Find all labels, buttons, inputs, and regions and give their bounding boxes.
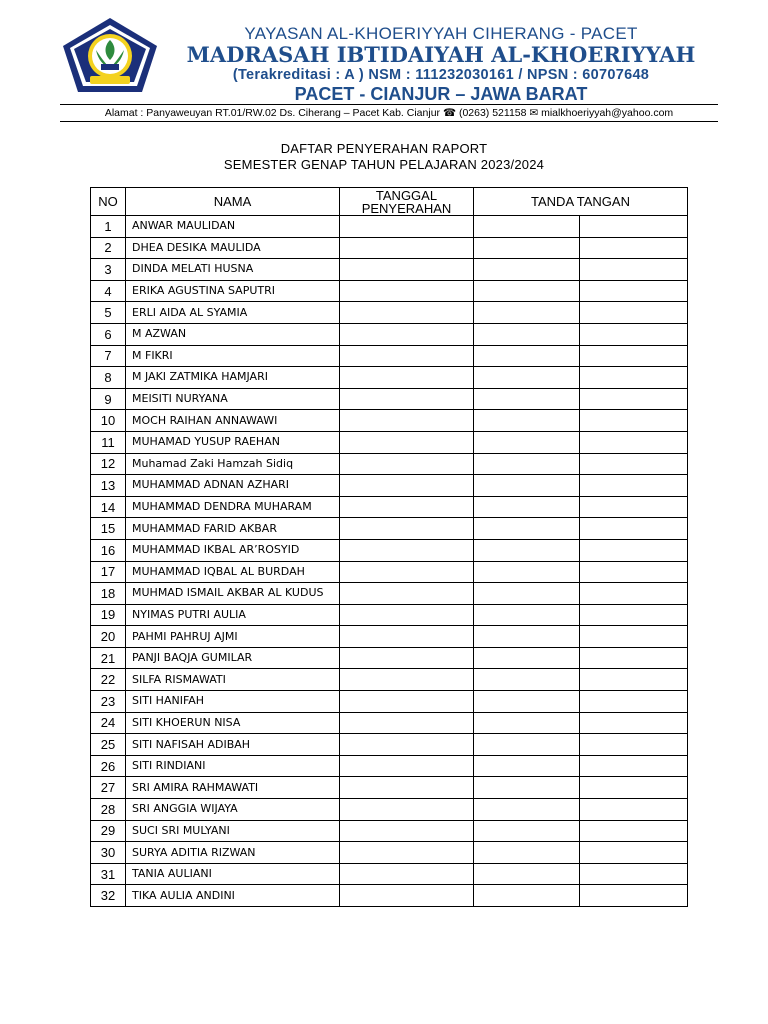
student-name: ANWAR MAULIDAN [126,216,340,238]
signature-cell-left[interactable] [474,475,580,497]
row-number: 7 [91,345,126,367]
signature-cell-left[interactable] [474,518,580,540]
table-row [91,583,688,605]
signature-cell-left[interactable] [474,216,580,238]
handover-date-cell[interactable] [340,345,474,367]
signature-cell-left[interactable] [474,561,580,583]
signature-cell-right[interactable] [580,842,688,864]
signature-cell-right[interactable] [580,431,688,453]
row-number: 1 [91,216,126,238]
table-row [91,885,688,907]
header-signature: TANDA TANGAN [474,188,688,216]
signature-cell-left[interactable] [474,453,580,475]
handover-date-cell[interactable] [340,583,474,605]
student-name: SRI AMIRA RAHMAWATI [126,777,340,799]
table-row [91,216,688,238]
handover-date-cell[interactable] [340,799,474,821]
signature-cell-right[interactable] [580,734,688,756]
row-number: 31 [91,863,126,885]
row-number: 22 [91,669,126,691]
row-number: 12 [91,453,126,475]
signature-cell-left[interactable] [474,237,580,259]
student-name: ERIKA AGUSTINA SAPUTRI [126,280,340,302]
signature-cell-left[interactable] [474,367,580,389]
row-number: 13 [91,475,126,497]
table-row [91,669,688,691]
handover-date-cell[interactable] [340,367,474,389]
student-name: SITI NAFISAH ADIBAH [126,734,340,756]
student-name: MUHAMMAD IQBAL AL BURDAH [126,561,340,583]
header-divider-top [60,104,718,105]
signature-cell-left[interactable] [474,539,580,561]
signature-cell-right[interactable] [580,777,688,799]
signature-cell-right[interactable] [580,345,688,367]
handover-date-cell[interactable] [340,388,474,410]
signature-cell-right[interactable] [580,453,688,475]
handover-date-cell[interactable] [340,237,474,259]
handover-date-cell[interactable] [340,539,474,561]
school-address: Alamat : Panyaweuyan RT.01/RW.02 Ds. Ciherang – Pacet Kab. Cianjur ☎ (0263) 521158 ✉ mialkhoeriyyah@yahoo.com [104,107,674,119]
signature-cell-right[interactable] [580,604,688,626]
student-name: SITI RINDIANI [126,755,340,777]
table-row [91,323,688,345]
row-number: 14 [91,496,126,518]
signature-cell-right[interactable] [580,583,688,605]
table-row [91,280,688,302]
student-name: MUHAMMAD DENDRA MUHARAM [126,496,340,518]
handover-date-cell[interactable] [340,280,474,302]
foundation-name: YAYASAN AL-KHOERIYYAH CIHERANG - PACET [244,24,638,43]
student-name: MEISITI NURYANA [126,388,340,410]
table-row [91,539,688,561]
handover-date-cell[interactable] [340,453,474,475]
row-number: 11 [91,431,126,453]
signature-cell-left[interactable] [474,842,580,864]
signature-cell-right[interactable] [580,280,688,302]
row-number: 21 [91,647,126,669]
table-row [91,431,688,453]
handover-date-cell[interactable] [340,863,474,885]
signature-cell-right[interactable] [580,237,688,259]
signature-cell-left[interactable] [474,259,580,281]
document-title: DAFTAR PENYERAHAN RAPORT [280,141,488,156]
student-name: SUCI SRI MULYANI [126,820,340,842]
signature-cell-left[interactable] [474,583,580,605]
table-row [91,691,688,713]
table-row [91,302,688,324]
signature-cell-right[interactable] [580,302,688,324]
handover-date-cell[interactable] [340,626,474,648]
row-number: 15 [91,518,126,540]
student-name: Muhamad Zaki Hamzah Sidiq [126,453,340,475]
header-no: NO [91,188,126,216]
signature-cell-left[interactable] [474,280,580,302]
handover-date-cell[interactable] [340,518,474,540]
handover-date-cell[interactable] [340,302,474,324]
row-number: 10 [91,410,126,432]
row-number: 17 [91,561,126,583]
student-name: DINDA MELATI HUSNA [126,259,340,281]
signature-cell-right[interactable] [580,496,688,518]
signature-cell-right[interactable] [580,518,688,540]
header-divider-bottom [60,121,718,122]
student-name: MUHAMMAD ADNAN AZHARI [126,475,340,497]
signature-cell-right[interactable] [580,647,688,669]
student-name: SILFA RISMAWATI [126,669,340,691]
signature-cell-right[interactable] [580,799,688,821]
signature-cell-right[interactable] [580,259,688,281]
student-name: SITI HANIFAH [126,691,340,713]
table-row [91,863,688,885]
table-row [91,259,688,281]
student-name: TIKA AULIA ANDINI [126,885,340,907]
student-name: MOCH RAIHAN ANNAWAWI [126,410,340,432]
header-name: NAMA [126,188,340,216]
signature-cell-left[interactable] [474,799,580,821]
signature-cell-left[interactable] [474,820,580,842]
handover-date-cell[interactable] [340,669,474,691]
handover-date-cell[interactable] [340,755,474,777]
handover-date-cell[interactable] [340,885,474,907]
table-row [91,626,688,648]
signature-cell-right[interactable] [580,626,688,648]
student-name: NYIMAS PUTRI AULIA [126,604,340,626]
table-row [91,604,688,626]
signature-cell-left[interactable] [474,496,580,518]
row-number: 6 [91,323,126,345]
row-number: 18 [91,583,126,605]
row-number: 27 [91,777,126,799]
row-number: 23 [91,691,126,713]
signature-cell-left[interactable] [474,431,580,453]
accreditation-info: (Terakreditasi : A ) NSM : 111232030161 / NPSN : 60707648 [232,67,650,83]
table-row [91,561,688,583]
handover-date-cell[interactable] [340,604,474,626]
table-row [91,367,688,389]
table-row [91,496,688,518]
table-row [91,475,688,497]
signature-cell-left[interactable] [474,734,580,756]
row-number: 32 [91,885,126,907]
student-name: M AZWAN [126,323,340,345]
table-row [91,734,688,756]
signature-cell-right[interactable] [580,475,688,497]
student-name: M FIKRI [126,345,340,367]
row-number: 16 [91,539,126,561]
signature-cell-right[interactable] [580,323,688,345]
header-handover-date: TANGGAL PENYERAHAN [340,188,474,216]
row-number: 29 [91,820,126,842]
handover-date-cell[interactable] [340,820,474,842]
signature-cell-right[interactable] [580,863,688,885]
handover-date-cell[interactable] [340,431,474,453]
signature-cell-right[interactable] [580,216,688,238]
handover-date-cell[interactable] [340,842,474,864]
student-name: ERLI AIDA AL SYAMIA [126,302,340,324]
row-number: 28 [91,799,126,821]
row-number: 30 [91,842,126,864]
table-row [91,647,688,669]
row-number: 26 [91,755,126,777]
row-number: 24 [91,712,126,734]
signature-cell-left[interactable] [474,755,580,777]
table-row [91,237,688,259]
signature-cell-left[interactable] [474,388,580,410]
row-number: 9 [91,388,126,410]
school-name: MADRASAH IBTIDAIYAH AL-KHOERIYYAH [186,42,696,67]
signature-cell-left[interactable] [474,626,580,648]
handover-date-cell[interactable] [340,734,474,756]
row-number: 19 [91,604,126,626]
table-row [91,453,688,475]
handover-date-cell[interactable] [340,216,474,238]
student-name: M JAKI ZATMIKA HAMJARI [126,367,340,389]
table-row [91,410,688,432]
signature-cell-left[interactable] [474,410,580,432]
table-row [91,755,688,777]
table-row [91,799,688,821]
handover-date-cell[interactable] [340,496,474,518]
signature-cell-right[interactable] [580,691,688,713]
row-number: 2 [91,237,126,259]
student-name: SURYA ADITIA RIZWAN [126,842,340,864]
student-name: MUHMAD ISMAIL AKBAR AL KUDUS [126,583,340,605]
school-logo [60,16,160,96]
signature-cell-right[interactable] [580,820,688,842]
student-name: MUHAMAD YUSUP RAEHAN [126,431,340,453]
row-number: 8 [91,367,126,389]
signature-cell-left[interactable] [474,691,580,713]
signature-cell-left[interactable] [474,302,580,324]
table-body [91,216,688,907]
table-row [91,712,688,734]
signature-cell-left[interactable] [474,647,580,669]
row-number: 5 [91,302,126,324]
table-row [91,777,688,799]
handover-date-cell[interactable] [340,691,474,713]
signature-cell-right[interactable] [580,561,688,583]
student-name: SITI KHOERUN NISA [126,712,340,734]
student-name: TANIA AULIANI [126,863,340,885]
table-row [91,345,688,367]
document-subtitle: SEMESTER GENAP TAHUN PELAJARAN 2023/2024 [223,157,545,172]
signature-cell-left[interactable] [474,323,580,345]
signature-cell-left[interactable] [474,885,580,907]
report-handover-table [90,187,688,907]
handover-date-cell[interactable] [340,259,474,281]
signature-cell-right[interactable] [580,410,688,432]
table-row [91,842,688,864]
signature-cell-left[interactable] [474,604,580,626]
student-name: SRI ANGGIA WIJAYA [126,799,340,821]
signature-cell-right[interactable] [580,539,688,561]
signature-cell-right[interactable] [580,885,688,907]
school-location: PACET - CIANJUR – JAWA BARAT [294,84,588,104]
handover-date-cell[interactable] [340,712,474,734]
handover-date-cell[interactable] [340,475,474,497]
student-name: MUHAMMAD IKBAL AR’ROSYID [126,539,340,561]
signature-cell-left[interactable] [474,345,580,367]
student-name: PAHMI PAHRUJ AJMI [126,626,340,648]
row-number: 25 [91,734,126,756]
signature-cell-right[interactable] [580,755,688,777]
student-name: MUHAMMAD FARID AKBAR [126,518,340,540]
handover-date-cell[interactable] [340,323,474,345]
signature-cell-left[interactable] [474,863,580,885]
student-name: DHEA DESIKA MAULIDA [126,237,340,259]
signature-cell-right[interactable] [580,388,688,410]
signature-cell-left[interactable] [474,712,580,734]
row-number: 20 [91,626,126,648]
signature-cell-right[interactable] [580,669,688,691]
row-number: 3 [91,259,126,281]
signature-cell-right[interactable] [580,712,688,734]
row-number: 4 [91,280,126,302]
handover-date-cell[interactable] [340,410,474,432]
handover-date-cell[interactable] [340,647,474,669]
signature-cell-left[interactable] [474,669,580,691]
table-row [91,388,688,410]
signature-cell-left[interactable] [474,777,580,799]
table-row [91,518,688,540]
student-name: PANJI BAQJA GUMILAR [126,647,340,669]
handover-date-cell[interactable] [340,777,474,799]
signature-cell-right[interactable] [580,367,688,389]
table-row [91,820,688,842]
handover-date-cell[interactable] [340,561,474,583]
